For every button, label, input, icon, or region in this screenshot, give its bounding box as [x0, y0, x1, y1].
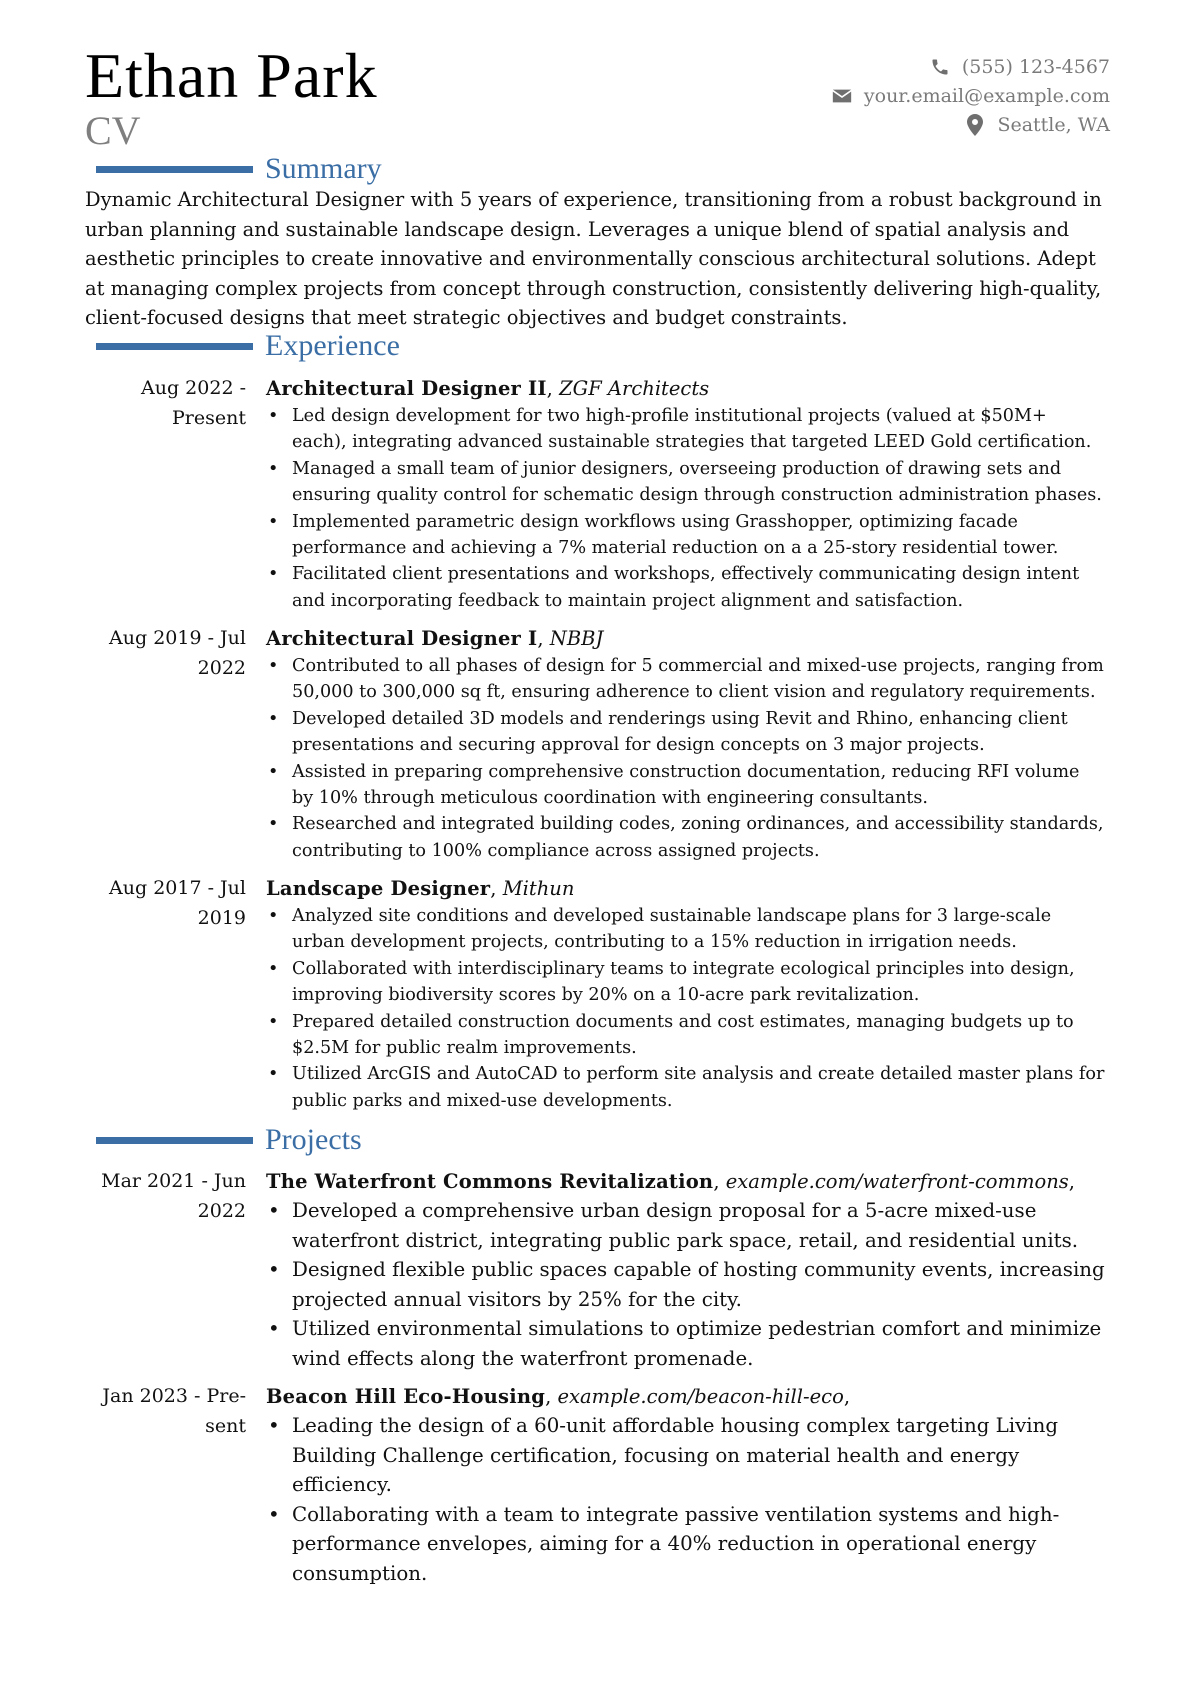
location-text: Seattle, WA — [997, 113, 1110, 136]
bullet-list — [266, 653, 1106, 864]
summary-rule — [96, 166, 253, 173]
bullet-list — [266, 403, 1106, 614]
entry-date — [60, 624, 246, 683]
entry-heading: Architectural Designer II, ZGF Architects — [266, 377, 710, 400]
bullet-item: • Collaborating with a team to integrate passive ventilation systems and high-performance envelopes, aiming for a 40% reduction in operational energy consumption. — [266, 1500, 1106, 1589]
project-name: The Waterfront Commons Revitalization — [266, 1170, 714, 1193]
entry-date — [60, 1382, 246, 1441]
entry-date — [60, 874, 246, 933]
entry-heading: Beacon Hill Eco-Housing, example.com/beacon-hill-eco, — [266, 1385, 851, 1408]
date-line: 2022 — [197, 656, 246, 679]
bullet-item: • Implemented parametric design workflows using Grasshopper, optimizing facade performance and achieving a 7% material reduction on a a 25-story residential tower. — [266, 509, 1106, 562]
bullet-item: • Utilized ArcGIS and AutoCAD to perform site analysis and create detailed master plans for public parks and mixed-use developments. — [266, 1061, 1106, 1114]
employer: Mithun — [502, 877, 575, 900]
entry-date — [60, 1167, 246, 1226]
date-line: sent — [205, 1414, 246, 1437]
bullet-item: • Led design development for two high-profile institutional projects (valued at $50M+ each), integrating advanced sustainable strategies that targeted LEED Gold certification. — [266, 403, 1106, 456]
bullet-item: • Utilized environmental simulations to optimize pedestrian comfort and minimize wind effects along the waterfront promenade. — [266, 1314, 1106, 1373]
job-title: Architectural Designer I — [266, 627, 538, 650]
date-line: Aug 2019 - Jul — [109, 627, 246, 649]
projects-heading: Projects — [265, 1123, 362, 1156]
bullet-list — [266, 1411, 1106, 1588]
date-line: 2022 — [197, 1199, 246, 1222]
bullet-list — [266, 1196, 1106, 1373]
bullet-item: • Assisted in preparing comprehensive construction documentation, reducing RFI volume by 10% through meticulous coordination with engineering consultants. — [266, 759, 1106, 812]
projects-rule — [96, 1137, 253, 1144]
phone-icon — [928, 56, 952, 78]
bullet-item: • Analyzed site conditions and developed sustainable landscape plans for 3 large-scale urban development projects, contributing to a 15% reduction in irrigation needs. — [266, 903, 1106, 956]
candidate-name: Ethan Park — [85, 40, 378, 111]
bullet-item: • Contributed to all phases of design for 5 commercial and mixed-use projects, ranging from 50,000 to 300,000 sq ft, ensuring adherence to client vision and regulatory requirements. — [266, 653, 1106, 706]
summary-text: Dynamic Architectural Designer with 5 years of experience, transitioning from a robust background in urban planning and sustainable landscape design. Leverages a unique blend of spatial analysis and aesthetic principles to create innovative and environmentally conscious architectural solutions. Adept at managing complex projects from concept through construction, consistently delivering high-quality, client-focused designs that meet strategic objectives and budget constraints. — [85, 188, 1102, 330]
date-line: Aug 2022 - — [141, 377, 246, 399]
bullet-item: • Developed a comprehensive urban design proposal for a 5-acre mixed-use waterfront district, integrating public park space, retail, and residential units. — [266, 1196, 1106, 1255]
bullet-item: • Collaborated with interdisciplinary teams to integrate ecological principles into design, improving biodiversity scores by 20% on a 10-acre park revitalization. — [266, 956, 1106, 1009]
summary-heading: Summary — [265, 152, 382, 185]
entry-heading: The Waterfront Commons Revitalization, example.com/waterfront-commons, — [266, 1170, 1075, 1193]
bullet-item: • Leading the design of a 60-unit affordable housing complex targeting Living Building Challenge certification, focusing on material health and energy efficiency. — [266, 1411, 1106, 1500]
contact-block — [830, 52, 1110, 139]
contact-email — [830, 81, 1110, 110]
map-marker-icon — [963, 114, 987, 136]
entry-date — [60, 374, 246, 433]
entry-heading: Landscape Designer, Mithun — [266, 877, 575, 900]
bullet-list — [266, 903, 1106, 1114]
date-line: 2019 — [197, 906, 246, 929]
bullet-item: • Facilitated client presentations and workshops, effectively communicating design intent and incorporating feedback to maintain project alignment and satisfaction. — [266, 561, 1106, 614]
bullet-item: • Researched and integrated building codes, zoning ordinances, and accessibility standards, contributing to 100% compliance across assigned projects. — [266, 811, 1106, 864]
envelope-icon — [830, 85, 854, 107]
job-title: Architectural Designer II — [266, 377, 547, 400]
bullet-item: • Managed a small team of junior designers, overseeing production of drawing sets and ensuring quality control for schematic design through construction administration phases. — [266, 456, 1106, 509]
project-name: Beacon Hill Eco-Housing — [266, 1385, 546, 1408]
bullet-item: • Developed detailed 3D models and renderings using Revit and Rhino, enhancing client presentations and securing approval for design concepts on 3 major projects. — [266, 706, 1106, 759]
experience-heading: Experience — [265, 329, 400, 362]
entry-heading: Architectural Designer I, NBBJ — [266, 627, 604, 650]
project-url[interactable]: example.com/beacon-hill-eco — [557, 1385, 844, 1408]
document-subtitle: CV — [85, 108, 141, 153]
contact-location — [830, 110, 1110, 139]
project-url[interactable]: example.com/waterfront-commons — [725, 1170, 1069, 1193]
date-line: Aug 2017 - Jul — [109, 877, 246, 899]
phone-text[interactable]: (555) 123-4567 — [961, 55, 1110, 78]
date-line: Jan 2023 - Pre- — [102, 1385, 246, 1407]
employer: NBBJ — [549, 627, 604, 650]
contact-phone — [830, 52, 1110, 81]
date-line: Mar 2021 - Jun — [101, 1170, 246, 1192]
job-title: Landscape Designer — [266, 877, 491, 900]
bullet-item: • Designed flexible public spaces capable of hosting community events, increasing projected annual visitors by 25% for the city. — [266, 1255, 1106, 1314]
employer: ZGF Architects — [559, 377, 710, 400]
experience-rule — [96, 343, 253, 350]
bullet-item: • Prepared detailed construction documents and cost estimates, managing budgets up to $2.5M for public realm improvements. — [266, 1009, 1106, 1062]
email-text[interactable]: your.email@example.com — [863, 84, 1110, 107]
date-line: Present — [172, 406, 246, 429]
